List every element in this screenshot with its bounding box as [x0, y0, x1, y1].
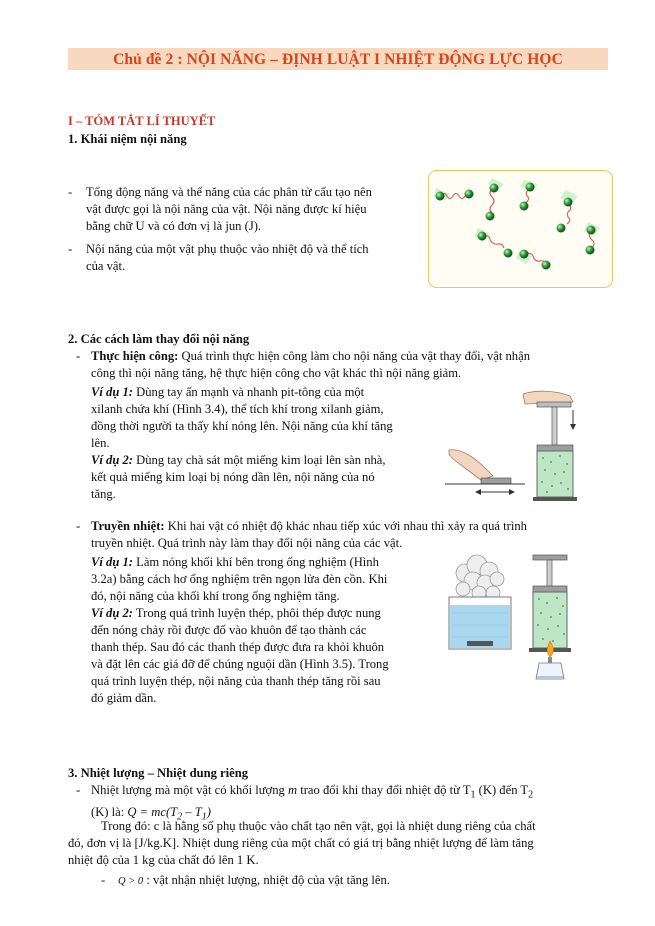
subscript: 1: [470, 789, 476, 801]
bullet-dash: -: [101, 873, 106, 887]
text-line: đồng thời người ta thấy khí nóng lên. Nội năng của khí tăng: [91, 419, 393, 433]
heating-figure: [445, 551, 615, 683]
subheading-heat: 3. Nhiệt lượng – Nhiệt dung riêng: [68, 766, 249, 780]
condition-formula: Q > 0: [118, 876, 144, 887]
concept-paragraph-2: [86, 241, 421, 275]
text-line: xilanh chứa khí (Hình 3.4), thể tích khí trong xilanh giảm,: [91, 402, 384, 416]
example-label: Ví dụ 1:: [91, 385, 133, 399]
work-example-1: [91, 384, 441, 503]
text-line: và đặt lên các giá đỡ để chúng nguội dần (Hình 3.5). Trong: [91, 657, 389, 671]
subheading-ways: 2. Các cách làm thay đổi nội năng: [68, 332, 250, 346]
text-line: thanh thép. Sau đó các thanh thép được đưa ra khỏi khuôn: [91, 640, 385, 654]
page-title: Chủ đề 2 : NỘI NĂNG – ĐỊNH LUẬT I NHIỆT ĐỘNG LỰC HỌC: [113, 50, 563, 68]
piston-figure: [445, 388, 615, 508]
subheading-concept: 1. Khái niệm nội năng: [68, 132, 187, 146]
text-line: tăng.: [91, 487, 116, 501]
text-line: Nhiệt lượng mà một vật có khối lượng: [91, 783, 288, 797]
heat-paragraph: [91, 518, 616, 552]
text-line: trao đổi khi thay đổi nhiệt độ từ T: [297, 783, 471, 797]
molecule-figure: [428, 170, 613, 288]
example-label: Ví dụ 2:: [91, 453, 133, 467]
text-line: đó, đơn vị là [J/kg.K]. Nhiệt dung riêng của một chất có giá trị bằng nhiệt lượng để làm tăng: [68, 836, 534, 850]
text-line: Trong đó: c là hằng số phụ thuộc vào chất tạo nên vật, gọi là nhiệt dung riêng của chất: [101, 819, 536, 833]
example-label: Ví dụ 1:: [91, 555, 133, 569]
subscript: 2: [177, 811, 183, 823]
concept-paragraph-1: [86, 184, 421, 235]
text-line: Dùng tay ấn mạnh và nhanh pit-tông của một: [133, 385, 365, 399]
text-line: kết quả miếng kim loại bị nóng dần lên, nội năng của nó: [91, 470, 375, 484]
bullet-dash: -: [76, 783, 81, 797]
formula-part: ): [206, 804, 211, 819]
text-line: vật được gọi là nội năng của vật. Nội năng được kí hiệu: [86, 202, 367, 216]
text-line: Trong quá trình luyện thép, phôi thép được nung: [133, 606, 381, 620]
text-line: đến nóng chảy rồi được đổ vào khuôn để tạo thành các: [91, 623, 367, 637]
bullet-dash: -: [76, 349, 81, 363]
heat-examples: [91, 554, 441, 707]
text-line: Nội năng của một vật phụ thuộc vào nhiệt độ và thể tích: [86, 242, 369, 256]
text-line: (K) đến T: [475, 783, 529, 797]
mass-symbol: m: [287, 783, 298, 797]
subscript: 2: [528, 789, 534, 801]
text-line: Khi hai vật có nhiệt độ khác nhau tiếp xúc với nhau thì xảy ra quá trình: [164, 519, 527, 533]
text-line: Dùng tay chà sát một miếng kim loại lên sàn nhà,: [133, 453, 386, 467]
specific-heat-paragraph: [68, 818, 616, 869]
text-line: bằng chữ U và có đơn vị là jun (J).: [86, 219, 262, 233]
text-line: : vật nhận nhiệt lượng, nhiệt độ của vật tăng lên.: [143, 873, 390, 887]
text-line: đó, nội năng của khối khí trong ống nghiệm tăng.: [91, 589, 340, 603]
formula-part: – T: [182, 804, 202, 819]
example-label: Ví dụ 2:: [91, 606, 133, 620]
text-line: nhiệt độ của 1 kg của chất đó lên 1 K.: [68, 853, 259, 867]
text-line: truyền nhiệt. Quá trình này làm thay đổi nội năng của các vật.: [91, 536, 403, 550]
work-label: Thực hiện công:: [91, 349, 179, 363]
heat-label: Truyền nhiệt:: [91, 519, 165, 533]
text-line: Tổng động năng và thế năng của các phân tử cấu tạo nên: [86, 185, 372, 199]
text-line: quá trình luyện thép, nội năng của thanh thép tăng rồi sau: [91, 674, 381, 688]
text-line: của vật.: [86, 259, 126, 273]
work-paragraph: [91, 348, 616, 382]
text-line: công thì nội năng tăng, hệ thực hiện công cho vật khác thì nội năng giảm.: [91, 366, 462, 380]
text-line: (K) là:: [91, 804, 128, 819]
title-bar: [68, 48, 608, 70]
bullet-dash: -: [76, 519, 81, 533]
text-line: Làm nóng khối khí bên trong ống nghiệm (Hình: [133, 555, 379, 569]
text-line: 3.2a) bằng cách hơ ống nghiệm trên ngọn lửa đèn cồn. Khi: [91, 572, 388, 586]
formula-part: Q = mc(T: [127, 804, 178, 819]
bullet-dash: -: [68, 242, 73, 256]
text-line: lên.: [91, 436, 110, 450]
bullet-dash: -: [68, 185, 73, 199]
text-line: Quá trình thực hiện công làm cho nội năng của vật thay đổi, vật nhận: [178, 349, 530, 363]
condition-line: [118, 872, 390, 890]
section-heading: I – TÓM TẮT LÍ THUYẾT: [68, 114, 216, 128]
text-line: đó giảm dần.: [91, 691, 157, 705]
subscript: 1: [201, 811, 207, 823]
formula: [127, 804, 211, 823]
